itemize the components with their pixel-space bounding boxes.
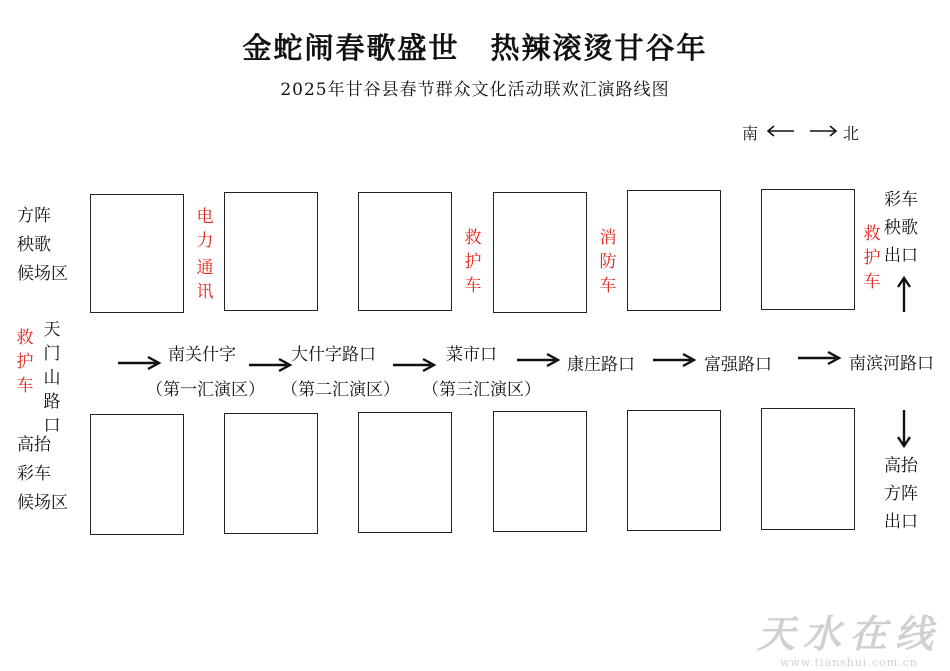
zone-bottom-right [884,452,918,536]
bottom-block-5 [627,410,721,531]
stop-caishikou-zone: （第三汇演区） [422,380,541,400]
arrow-down-icon [895,408,913,448]
zone-top-right-line: 秧歌 [884,218,918,238]
ambulance-left-label: 救 护 车 [16,328,34,396]
top-block-2 [224,192,318,311]
arrow-up-icon [895,276,913,314]
direction-south: 南 [742,124,759,143]
top-block-1 [90,194,184,313]
zone-bottom-left-line: 候场区 [17,493,68,513]
stop-dashizi-road-zone: （第二汇演区） [281,380,400,400]
zone-bottom-left [17,431,68,518]
zone-bottom-left-line: 彩车 [17,464,51,484]
page-title: 金蛇闹春歌盛世 热辣滚烫甘谷年 [242,31,708,65]
tianmenshan-road-label: 天 门 山 路 口 [43,320,61,436]
top-block-3 [358,192,452,311]
fire-truck-label: 消 防 车 [599,228,617,296]
ambulance-mid-label: 救 护 车 [464,228,482,296]
route-arrow-icon [116,355,164,371]
watermark-logo [754,612,944,669]
stop-nanguan-shizi-zone: （第一汇演区） [146,380,265,400]
top-block-6 [761,189,855,310]
power-vehicle-label: 电 力 [196,207,214,251]
comm-vehicle-label: 通 讯 [196,258,214,302]
route-arrow-icon [651,352,699,368]
zone-top-left-line: 秧歌 [17,235,51,255]
zone-top-right-line: 彩车 [884,190,918,210]
stop-kangzhuang-road: 康庄路口 [567,355,635,375]
bottom-block-3 [358,412,452,533]
stop-nanguan-shizi: 南关什字 [168,345,236,365]
stop-dashizi-road: 大什字路口 [291,345,376,365]
route-arrow-icon [796,350,844,366]
stop-caishikou: 菜市口 [446,345,497,365]
ambulance-right-label: 救 护 车 [863,224,881,292]
bottom-block-6 [761,408,855,530]
zone-bottom-right-line: 高抬 [884,456,918,476]
zone-top-left-line: 候场区 [17,264,68,284]
direction-north: 北 [843,124,860,143]
zone-top-left-line: 方阵 [17,206,51,226]
page-subtitle: 2025年甘谷县春节群众文化活动联欢汇演路线图 [280,80,670,100]
top-block-5 [627,190,721,311]
top-block-4 [493,192,587,313]
bottom-block-4 [493,411,587,532]
bottom-block-2 [224,413,318,534]
zone-bottom-left-line: 高抬 [17,435,51,455]
route-arrow-icon [247,357,295,373]
zone-top-left [17,202,68,289]
stop-nanbinhe-road: 南滨河路口 [849,354,934,374]
zone-top-right [884,186,918,270]
watermark-logo-text: 天水在线 [756,611,941,656]
stop-fuqiang-road: 富强路口 [704,355,772,375]
bottom-block-1 [90,414,184,535]
zone-bottom-right-line: 出口 [884,512,918,532]
zone-top-right-line: 出口 [884,246,918,266]
watermark-url: www.tianshui.com.cn [780,656,918,669]
route-arrow-icon [515,352,563,368]
route-arrow-icon [391,357,439,373]
zone-bottom-right-line: 方阵 [884,484,918,504]
direction-arrows-icon [764,124,842,138]
